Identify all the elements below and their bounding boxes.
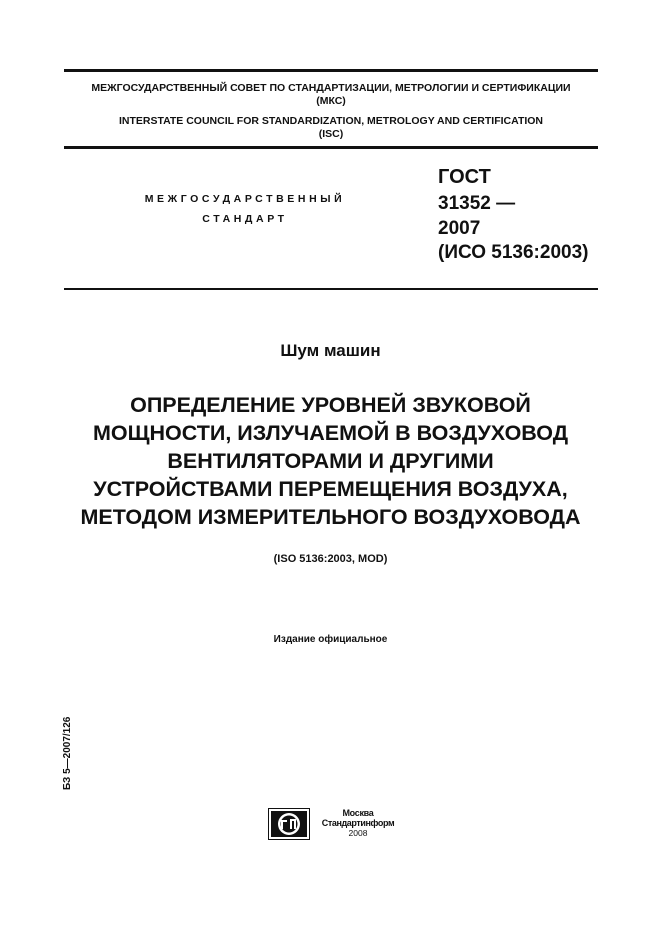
gost-number: 31352 —: [438, 193, 516, 214]
iso-reference: (ИСО 5136:2003): [438, 242, 589, 263]
title-line: ОПРЕДЕЛЕНИЕ УРОВНЕЙ ЗВУКОВОЙ: [130, 393, 531, 417]
document-title: [40, 391, 621, 531]
designation-rule: [64, 288, 598, 290]
side-catalog-code: БЗ 5—2007/126: [62, 716, 73, 790]
iso-equivalence: (ISO 5136:2003, MOD): [273, 553, 388, 565]
edition-note: Издание официальное: [273, 634, 388, 645]
council-name-en-line1: INTERSTATE COUNCIL FOR STANDARDIZATION, METROLOGY AND CERTIFICATION: [118, 115, 544, 127]
council-abbr-ru: (МКС): [316, 95, 346, 107]
council-name-ru: [64, 82, 598, 108]
title-line: МЕТОДОМ ИЗМЕРИТЕЛЬНОГО ВОЗДУХОВОДА: [80, 505, 581, 529]
gost-year: 2007: [438, 218, 481, 239]
top-rule: [64, 69, 598, 72]
council-abbr-en: (ISC): [318, 128, 344, 140]
standard-type-line1: МЕЖГОСУДАРСТВЕННЫЙ: [144, 193, 346, 205]
publisher-block: [312, 808, 404, 838]
publisher-city: Москва: [342, 808, 374, 818]
document-subject: Шум машин: [280, 341, 381, 360]
title-line: МОЩНОСТИ, ИЗЛУЧАЕМОЙ В ВОЗДУХОВОД: [92, 421, 569, 445]
council-name-en: [64, 115, 598, 141]
council-name-ru-line1: МЕЖГОСУДАРСТВЕННЫЙ СОВЕТ ПО СТАНДАРТИЗАЦИИ, МЕТРОЛОГИИ И СЕРТИФИКАЦИИ: [91, 82, 571, 94]
standard-type-line2: СТАНДАРТ: [202, 213, 288, 225]
publication-year: 2008: [348, 828, 368, 838]
publisher-name: Стандартинформ: [321, 818, 395, 828]
title-line: ВЕНТИЛЯТОРАМИ И ДРУГИМИ: [167, 449, 494, 473]
standartinform-logo-icon: [268, 808, 310, 840]
gost-label: ГОСТ: [438, 166, 491, 188]
header-rule: [64, 146, 598, 149]
title-line: УСТРОЙСТВАМИ ПЕРЕМЕЩЕНИЯ ВОЗДУХА,: [93, 477, 568, 501]
